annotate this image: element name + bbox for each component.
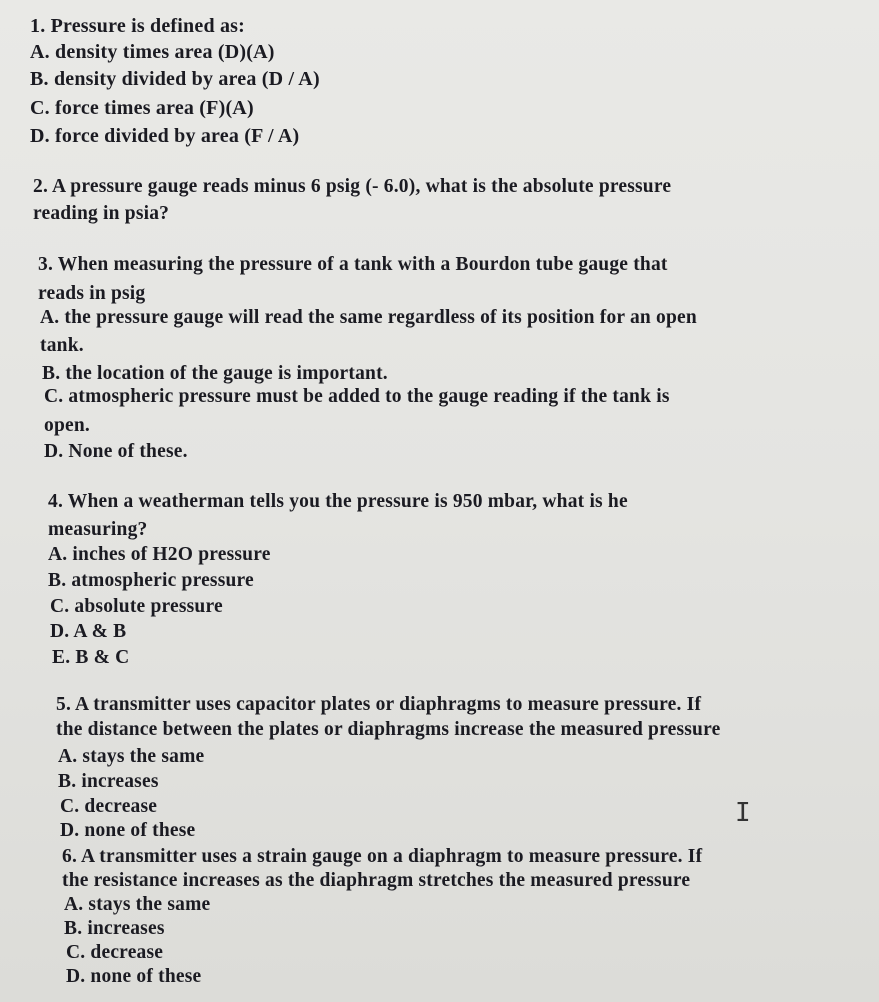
question-6-option-b: B. increases — [64, 918, 165, 939]
question-6-text-line-2: the resistance increases as the diaphragm stretches the measured pressure — [62, 870, 691, 891]
question-1-option-b: B. density divided by area (D / A) — [30, 68, 320, 90]
text-cursor-icon: I — [735, 798, 751, 828]
question-6-text-line-1: 6. A transmitter uses a strain gauge on a diaphragm to measure pressure. If — [62, 846, 703, 867]
question-1-text: 1. Pressure is defined as: — [30, 15, 246, 37]
question-3-option-c-line-2: open. — [44, 415, 90, 436]
question-1-option-d: D. force divided by area (F / A) — [30, 125, 300, 147]
question-4-option-b: B. atmospheric pressure — [48, 570, 254, 591]
question-5-option-d: D. none of these — [60, 820, 196, 841]
question-4-option-e: E. B & C — [52, 647, 130, 668]
question-3-option-a-line-1: A. the pressure gauge will read the same regardless of its position for an open — [40, 307, 697, 328]
question-3-option-d: D. None of these. — [44, 441, 188, 462]
question-1-option-a: A. density times area (D)(A) — [30, 41, 275, 63]
question-4-option-a: A. inches of H2O pressure — [48, 544, 271, 565]
question-6-option-c: C. decrease — [66, 942, 164, 963]
question-2-text-line-2: reading in psia? — [33, 203, 170, 224]
question-6-option-a: A. stays the same — [64, 894, 211, 915]
question-5-option-c: C. decrease — [60, 796, 158, 817]
question-6-option-d: D. none of these — [66, 966, 202, 987]
question-3-text-line-2: reads in psig — [38, 283, 146, 304]
question-4-option-c: C. absolute pressure — [50, 596, 223, 617]
question-4-text-line-2: measuring? — [48, 519, 148, 540]
question-3-option-b: B. the location of the gauge is important. — [42, 363, 388, 384]
question-4-text-line-1: 4. When a weatherman tells you the pressure is 950 mbar, what is he — [48, 491, 628, 512]
question-5-option-b: B. increases — [58, 771, 159, 792]
question-5-text-line-1: 5. A transmitter uses capacitor plates or diaphragms to measure pressure. If — [56, 694, 702, 715]
question-5-text-line-2: the distance between the plates or diaphragms increase the measured pressure — [56, 719, 721, 740]
question-5-option-a: A. stays the same — [58, 746, 205, 767]
question-4-option-d: D. A & B — [50, 621, 127, 642]
question-2-text-line-1: 2. A pressure gauge reads minus 6 psig (- 6.0), what is the absolute pressure — [33, 176, 672, 197]
question-1-option-c: C. force times area (F)(A) — [30, 97, 254, 119]
question-3-option-c-line-1: C. atmospheric pressure must be added to the gauge reading if the tank is — [44, 386, 670, 407]
question-3-option-a-line-2: tank. — [40, 335, 84, 356]
question-3-text-line-1: 3. When measuring the pressure of a tank with a Bourdon tube gauge that — [38, 254, 668, 275]
